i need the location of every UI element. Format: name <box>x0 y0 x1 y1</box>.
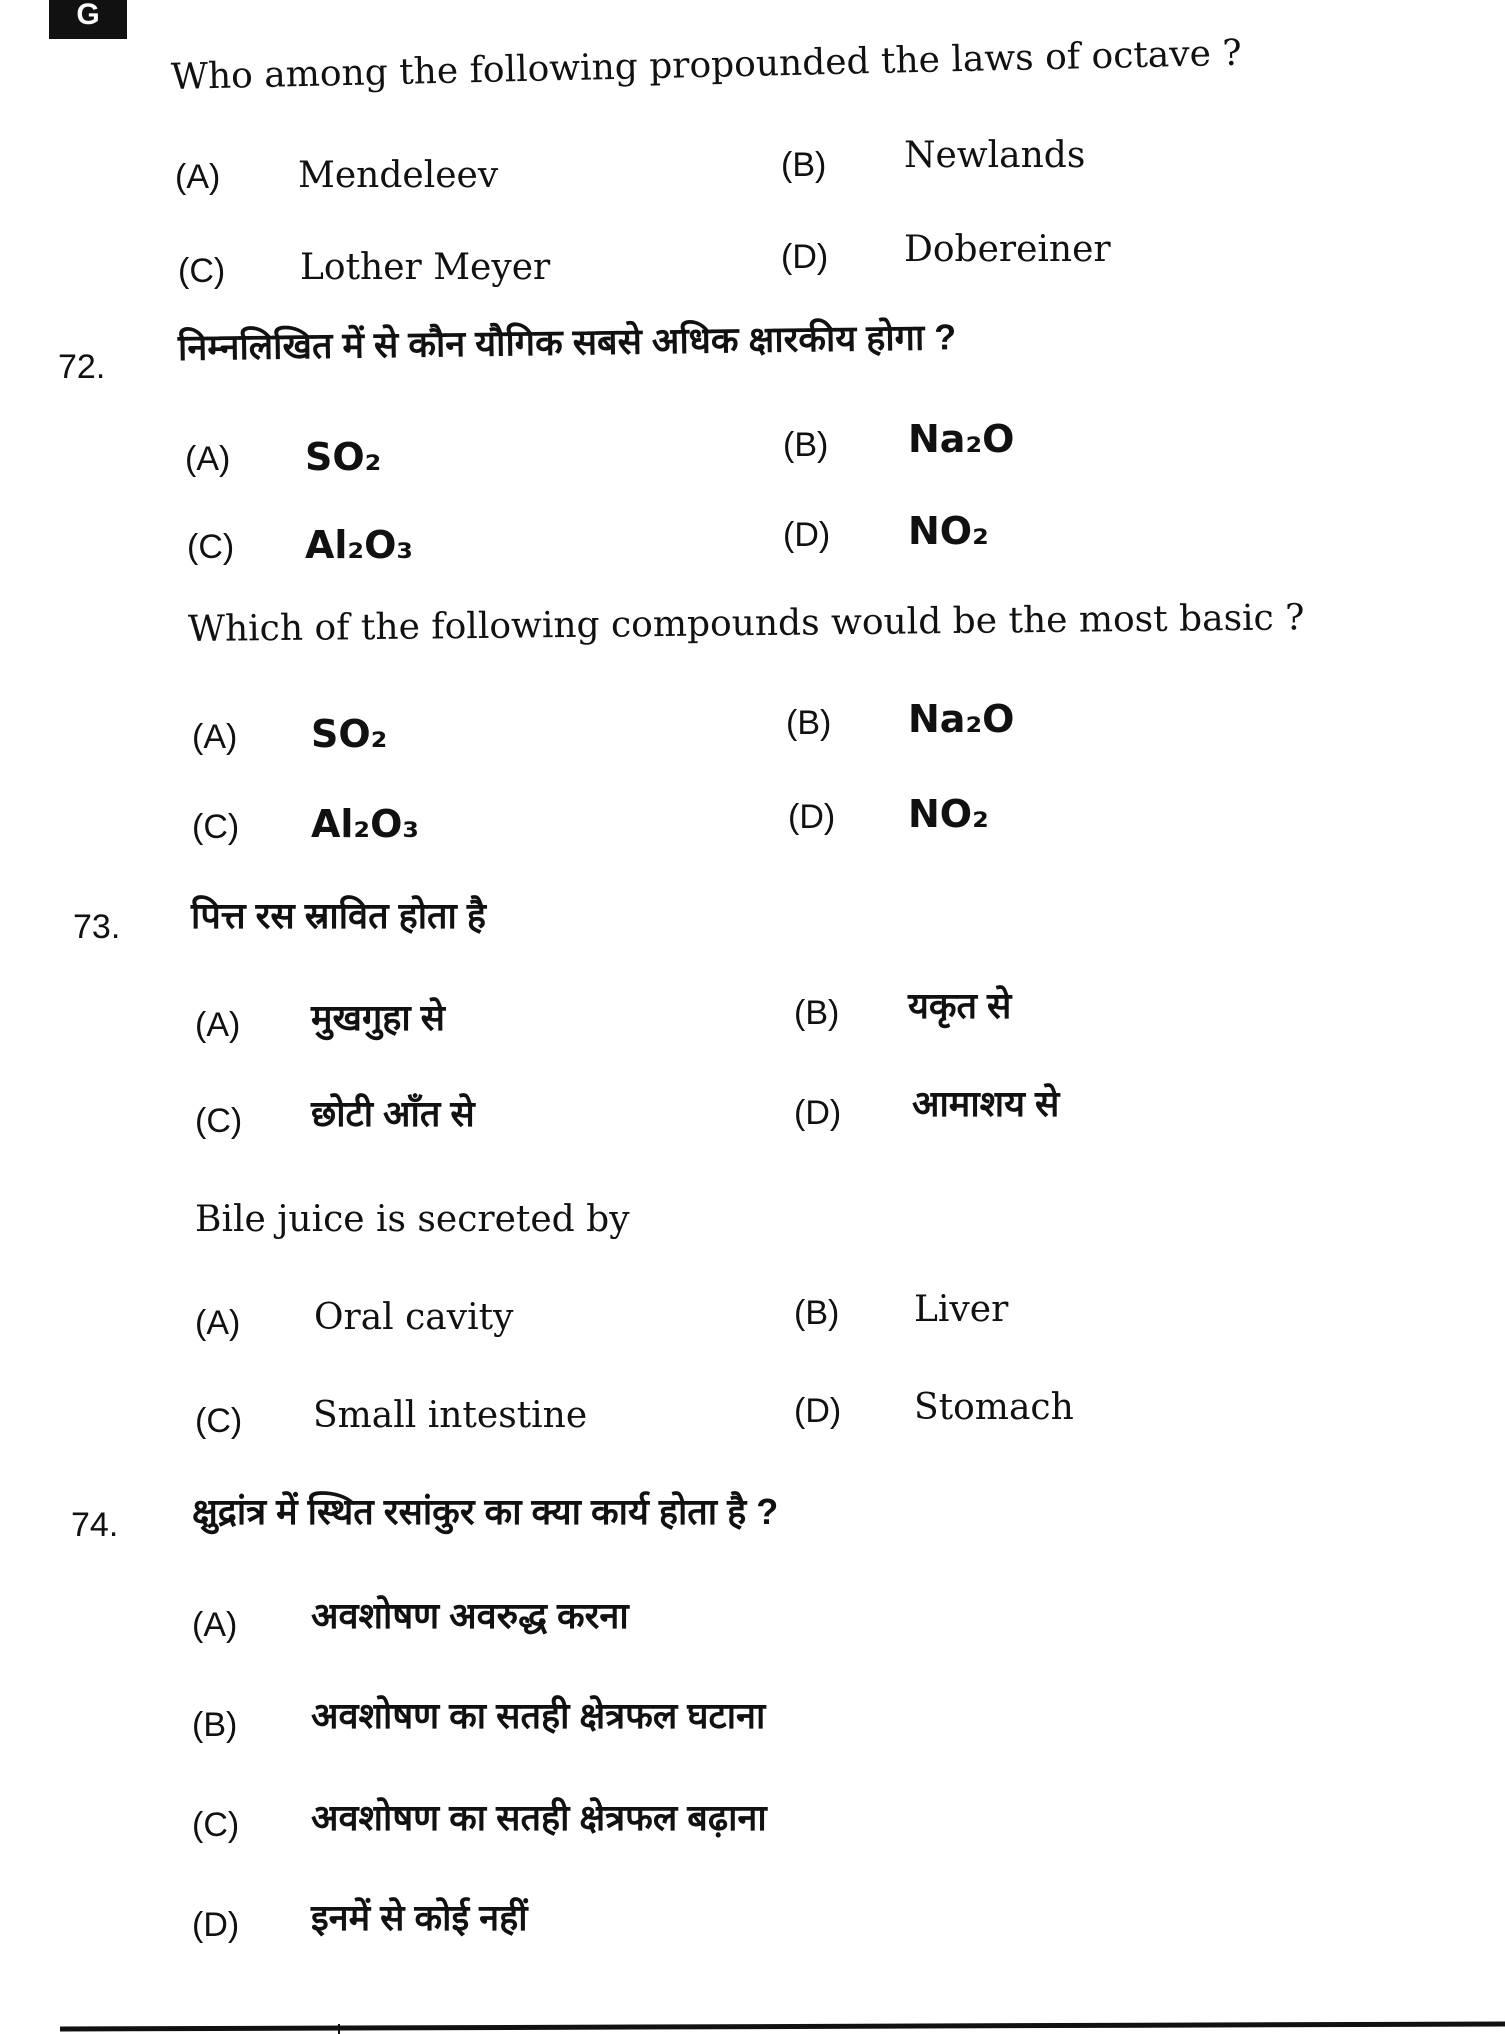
option-text: SO₂ <box>305 435 382 479</box>
option-text: Mendeleev <box>298 155 499 196</box>
option-label: (C) <box>178 252 226 290</box>
option-text: Al₂O₃ <box>305 523 414 567</box>
option-label: (B) <box>786 704 832 742</box>
question-71-text: Who among the following propounded the laws of octave ? <box>170 32 1243 98</box>
option-label: (D) <box>794 1392 842 1430</box>
option-label: (B) <box>783 426 829 464</box>
option-text: Newlands <box>904 135 1086 176</box>
option-label: (A) <box>195 1006 241 1044</box>
page-bottom-tick <box>338 2024 340 2034</box>
question-number: 72. <box>58 348 106 386</box>
option-text: अवशोषण का सतही क्षेत्रफल घटाना <box>311 1695 766 1736</box>
question-number: 73. <box>73 908 121 946</box>
question-73-text-english: Bile juice is secreted by <box>195 1199 630 1240</box>
option-text: छोटी आँत से <box>311 1093 475 1134</box>
question-72-text-english: Which of the following compounds would be the most basic ? <box>187 597 1305 650</box>
option-label: (B) <box>794 1294 840 1332</box>
option-text: मुखगुहा से <box>311 997 446 1038</box>
question-73-text-hindi: पित्त रस स्रावित होता है <box>191 895 486 936</box>
option-text: Al₂O₃ <box>311 802 420 846</box>
option-text: Oral cavity <box>314 1297 514 1338</box>
option-text: NO₂ <box>908 509 989 553</box>
option-label: (C) <box>192 1806 240 1844</box>
option-label: (C) <box>195 1402 243 1440</box>
option-text: Liver <box>914 1289 1009 1330</box>
option-label: (D) <box>783 516 831 554</box>
option-label: (C) <box>192 808 240 846</box>
option-label: (D) <box>781 238 829 276</box>
question-number: 74. <box>71 1506 119 1544</box>
option-label: (A) <box>195 1304 241 1342</box>
option-text: Na₂O <box>908 697 1015 741</box>
option-label: (A) <box>185 440 231 478</box>
option-text: Lother Meyer <box>300 247 551 288</box>
option-text: Small intestine <box>313 1395 588 1436</box>
option-text: यकृत से <box>908 985 1012 1026</box>
option-label: (D) <box>788 798 836 836</box>
option-text: अवशोषण अवरुद्ध करना <box>311 1595 629 1636</box>
option-text: Stomach <box>914 1387 1074 1428</box>
option-text: आमाशय से <box>912 1083 1060 1124</box>
option-text: इनमें से कोई नहीं <box>311 1897 528 1938</box>
option-text: Na₂O <box>908 417 1015 461</box>
option-text: अवशोषण का सतही क्षेत्रफल बढ़ाना <box>311 1797 767 1838</box>
option-label: (D) <box>192 1906 240 1944</box>
option-text: NO₂ <box>908 792 989 836</box>
option-label: (D) <box>794 1094 842 1132</box>
option-label: (C) <box>187 528 235 566</box>
option-label: (C) <box>195 1102 243 1140</box>
option-label: (A) <box>175 158 221 196</box>
page-bottom-rule <box>60 2021 1505 2031</box>
option-label: (B) <box>781 146 827 184</box>
option-label: (A) <box>192 718 238 756</box>
option-text: SO₂ <box>311 712 388 756</box>
section-badge: G <box>49 0 127 39</box>
option-label: (A) <box>192 1606 238 1644</box>
question-74-text-hindi: क्षुद्रांत्र में स्थित रसांकुर का क्या कार्य होता है ? <box>192 1491 779 1532</box>
question-72-text-hindi: निम्नलिखित में से कौन यौगिक सबसे अधिक क्षारकीय होगा ? <box>177 316 957 368</box>
option-text: Dobereiner <box>904 229 1111 270</box>
option-label: (B) <box>192 1706 238 1744</box>
option-label: (B) <box>794 994 840 1032</box>
